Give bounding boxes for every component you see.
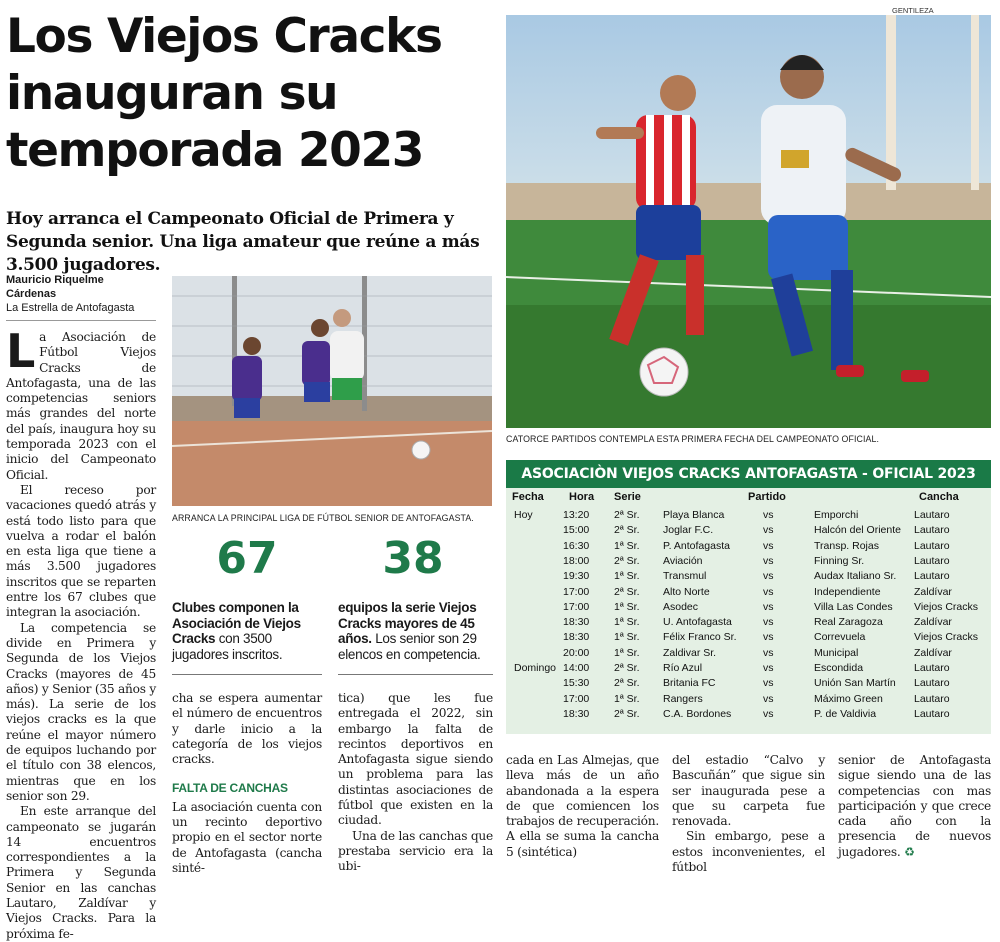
byline	[6, 273, 156, 321]
cell-vs: vs	[763, 509, 774, 521]
photo-credit: GENTILEZA	[892, 6, 934, 15]
cell-vs: vs	[763, 570, 774, 583]
cell-hora: 18:30	[563, 707, 590, 720]
section-heading: FALTA DE CANCHAS	[172, 781, 288, 796]
cell-hora: 18:00	[563, 554, 590, 567]
cell-away-team: Audax Italiano Sr.	[814, 570, 897, 583]
cell-hora: 17:00	[563, 585, 590, 598]
cell-vs: vs	[763, 707, 774, 720]
stat-text-teams	[338, 600, 493, 662]
cell-home-team: Río Azul	[663, 662, 703, 674]
cell-hora: 19:30	[563, 570, 590, 583]
cell-serie: 1ª Sr.	[614, 692, 640, 705]
stat-number-teams: 38	[382, 533, 444, 584]
main-photo-illustration	[506, 15, 991, 428]
cell-vs: vs	[763, 646, 774, 659]
cell-hora: 16:30	[563, 539, 590, 552]
cell-home-team: Aviación	[663, 554, 703, 567]
cell-cancha: Zaldívar	[914, 616, 952, 629]
cell-cancha: Lautaro	[914, 509, 950, 521]
table-row	[506, 692, 991, 707]
col-header-fecha: Fecha	[512, 491, 544, 503]
byline-author: Mauricio Riquelme Cárdenas	[6, 274, 104, 300]
table-row	[506, 585, 991, 600]
paragraph: En este arranque del campeonato se jugarán 14 encuentros correspondientes a la Primera y Segunda Senior en las canchas Lautaro, Zaldívar y Viejos Cracks. Para la próxima fe-	[6, 804, 156, 941]
cell-serie: 2ª Sr.	[614, 554, 640, 567]
cell-home-team: Britania FC	[663, 677, 716, 690]
col-header-cancha: Cancha	[919, 491, 959, 503]
article-column-3	[338, 691, 493, 875]
cell-home-team: Joglar F.C.	[663, 524, 714, 537]
table-row	[506, 569, 991, 584]
stat-divider-2	[338, 674, 493, 675]
paragraph-text: senior de Antofagasta sigue siendo una de las competencias con mas participación y que crece cada año con la presencia de nuevos jugadores.	[838, 753, 991, 859]
stat-bold-clubs: Clubes componen la Asociación de Viejos Cracks	[172, 600, 301, 646]
cell-away-team: Independiente	[814, 585, 881, 598]
cell-cancha: Lautaro	[914, 570, 950, 583]
table-row	[506, 646, 991, 661]
cell-away-team: Villa Las Condes	[814, 600, 893, 613]
fixture-table-header-row	[506, 490, 991, 505]
dropcap: L	[6, 324, 36, 378]
table-row	[506, 554, 991, 569]
cell-fecha: Domingo	[514, 662, 557, 674]
cell-hora: 15:30	[563, 677, 590, 690]
small-photo-illustration	[172, 276, 492, 506]
cell-cancha: Lautaro	[914, 662, 950, 674]
paragraph: cada en Las Almejas, que lleva más de un año abandonada a la espera de que comiencen los trabajos de recuperación. A ella se suma la cancha 5 (sintética)	[506, 753, 659, 859]
cell-serie: 2ª Sr.	[614, 707, 640, 720]
cell-cancha: Lautaro	[914, 692, 950, 705]
cell-hora: 14:00	[563, 662, 590, 674]
paragraph: Una de las canchas que prestaba servicio era la ubi-	[338, 828, 493, 874]
stat-number-clubs: 67	[216, 533, 278, 584]
cell-home-team: U. Antofagasta	[663, 616, 732, 629]
article-column-1	[6, 324, 156, 942]
table-row	[506, 615, 991, 630]
cell-serie: 2ª Sr.	[614, 677, 640, 690]
cell-away-team: Transp. Rojas	[814, 539, 879, 552]
cell-vs: vs	[763, 677, 774, 690]
cell-cancha: Viejos Cracks	[914, 600, 978, 613]
main-photo	[506, 15, 991, 428]
paragraph: La competencia se divide en Primera y Segunda de los Viejos Cracks (mayores de 45 años) y Senior (35 años y más). La serie de los viejos cracks es la que reúne el mayor número de equipos luchando por el título con 38 elencos, mientras que en los senior son 29.	[6, 620, 156, 803]
end-mark-icon: ♻	[904, 844, 915, 859]
cell-serie: 1ª Sr.	[614, 631, 640, 644]
stat-text-clubs	[172, 600, 322, 662]
cell-fecha: Hoy	[514, 509, 533, 521]
cell-away-team: Correvuela	[814, 631, 866, 644]
cell-cancha: Viejos Cracks	[914, 631, 978, 644]
main-photo-caption: CATORCE PARTIDOS CONTEMPLA ESTA PRIMERA FECHA DEL CAMPEONATO OFICIAL.	[506, 434, 880, 444]
table-row	[506, 661, 991, 676]
cell-cancha: Zaldívar	[914, 585, 952, 598]
cell-vs: vs	[763, 616, 774, 629]
table-row	[506, 600, 991, 615]
cell-serie: 1ª Sr.	[614, 539, 640, 552]
small-photo	[172, 276, 492, 506]
col-header-hora: Hora	[569, 491, 595, 503]
stat-rest-teams: Los senior son 29 elencos en competencia.	[338, 631, 481, 662]
cell-hora: 17:00	[563, 600, 590, 613]
cell-serie: 2ª Sr.	[614, 524, 640, 537]
cell-cancha: Lautaro	[914, 539, 950, 552]
paragraph: Sin embargo, pese a estos inconvenientes, el fútbol	[672, 829, 825, 875]
article-column-4	[506, 753, 659, 860]
stat-bold-teams: equipos la serie Viejos Cracks mayores de 45 años.	[338, 600, 477, 646]
paragraph: cha se espera aumentar el número de encuentros y darle inicio a la categoría de los viejos cracks.	[172, 691, 322, 767]
cell-serie: 2ª Sr.	[614, 585, 640, 598]
col-header-serie: Serie	[614, 491, 641, 503]
small-photo-caption: ARRANCA LA PRINCIPAL LIGA DE FÚTBOL SENIOR DE ANTOFAGASTA.	[172, 513, 474, 523]
stat-rest-clubs: con 3500 jugadores inscritos.	[172, 631, 283, 662]
subheadline: Hoy arranca el Campeonato Oficial de Primera y Segunda senior. Una liga amateur que reúne a más 3.500 jugadores.	[6, 209, 480, 275]
cell-away-team: Finning Sr.	[814, 554, 865, 567]
cell-hora: 18:30	[563, 616, 590, 629]
table-row	[506, 508, 991, 523]
fixture-table-title: ASOCIACIÒN VIEJOS CRACKS ANTOFAGASTA - OFICIAL 2023	[506, 460, 991, 488]
paragraph: tica) que les fue entregada el 2022, sin embargo la falta de recintos deportivos en Antofagasta sigue siendo un problema para las distintas asociaciones de fútbol que existen en la ciudad.	[338, 691, 493, 828]
cell-serie: 1ª Sr.	[614, 616, 640, 629]
paragraph	[838, 753, 991, 860]
cell-hora: 13:20	[563, 509, 590, 521]
cell-home-team: Asodec	[663, 600, 699, 613]
cell-vs: vs	[763, 662, 774, 674]
cell-home-team: Félix Franco Sr.	[663, 631, 737, 644]
cell-cancha: Zaldívar	[914, 646, 952, 659]
cell-cancha: Lautaro	[914, 707, 950, 720]
stat-divider-1	[172, 674, 322, 675]
cell-home-team: P. Antofagasta	[663, 539, 730, 552]
headline: Los Viejos Cracks inauguran su temporada 2023	[6, 9, 442, 178]
table-row	[506, 630, 991, 645]
cell-away-team: Emporchi	[814, 509, 859, 521]
cell-cancha: Lautaro	[914, 524, 950, 537]
cell-hora: 18:30	[563, 631, 590, 644]
table-row	[506, 539, 991, 554]
paragraph: del estadio “Calvo y Bascuñán” que sigue sin ser inaugurada pese a que su carpeta fue renovada.	[672, 753, 825, 829]
article-column-2	[172, 691, 322, 876]
cell-vs: vs	[763, 554, 774, 567]
cell-away-team: Escondida	[814, 662, 864, 674]
cell-serie: 1ª Sr.	[614, 570, 640, 583]
cell-away-team: Unión San Martín	[814, 677, 896, 690]
cell-serie: 2ª Sr.	[614, 509, 640, 521]
cell-hora: 15:00	[563, 524, 590, 537]
paragraph: La asociación cuenta con un recinto deportivo propio en el sector norte de Antofagasta (cancha sinté-	[172, 799, 322, 875]
cell-home-team: C.A. Bordones	[663, 707, 732, 720]
byline-outlet: La Estrella de Antofagasta	[6, 302, 135, 314]
cell-hora: 20:00	[563, 646, 590, 659]
cell-home-team: Rangers	[663, 692, 703, 705]
paragraph-intro	[6, 324, 156, 483]
cell-away-team: P. de Valdivia	[814, 707, 877, 720]
cell-vs: vs	[763, 600, 774, 613]
cell-away-team: Real Zaragoza	[814, 616, 883, 629]
article-column-5	[672, 753, 825, 875]
cell-away-team: Halcón del Oriente	[814, 524, 901, 537]
paragraph: El receso por vacaciones quedó atrás y está todo listo para que vuelva a rodar el balón en esta liga que tiene a más 3.500 jugadores inscritos que se reparten entre los 67 clubes que integran la asociación.	[6, 482, 156, 620]
cell-cancha: Lautaro	[914, 677, 950, 690]
cell-hora: 17:00	[563, 692, 590, 705]
cell-serie: 1ª Sr.	[614, 646, 640, 659]
cell-away-team: Municipal	[814, 646, 859, 659]
cell-home-team: Zaldivar Sr.	[663, 646, 717, 659]
cell-away-team: Máximo Green	[814, 692, 883, 705]
cell-home-team: Playa Blanca	[663, 509, 725, 521]
cell-cancha: Lautaro	[914, 554, 950, 567]
cell-home-team: Transmul	[663, 570, 707, 583]
cell-serie: 2ª Sr.	[614, 662, 640, 674]
table-row	[506, 676, 991, 691]
fixture-table	[506, 460, 991, 734]
col-header-partido: Partido	[748, 491, 786, 503]
cell-serie: 1ª Sr.	[614, 600, 640, 613]
cell-vs: vs	[763, 692, 774, 705]
paragraph-intro-text: a Asociación de Fútbol Viejos Cracks de Antofagasta, una de las competencias seniors más grandes del norte del país, inaugura hoy su temporada 2023 con el inicio del Campeonato Oficial.	[6, 330, 156, 482]
cell-vs: vs	[763, 524, 774, 537]
table-row	[506, 523, 991, 538]
article-column-6	[838, 753, 991, 860]
cell-vs: vs	[763, 631, 774, 644]
cell-vs: vs	[763, 585, 774, 598]
cell-home-team: Alto Norte	[663, 585, 710, 598]
table-row	[506, 707, 991, 722]
cell-vs: vs	[763, 539, 774, 552]
